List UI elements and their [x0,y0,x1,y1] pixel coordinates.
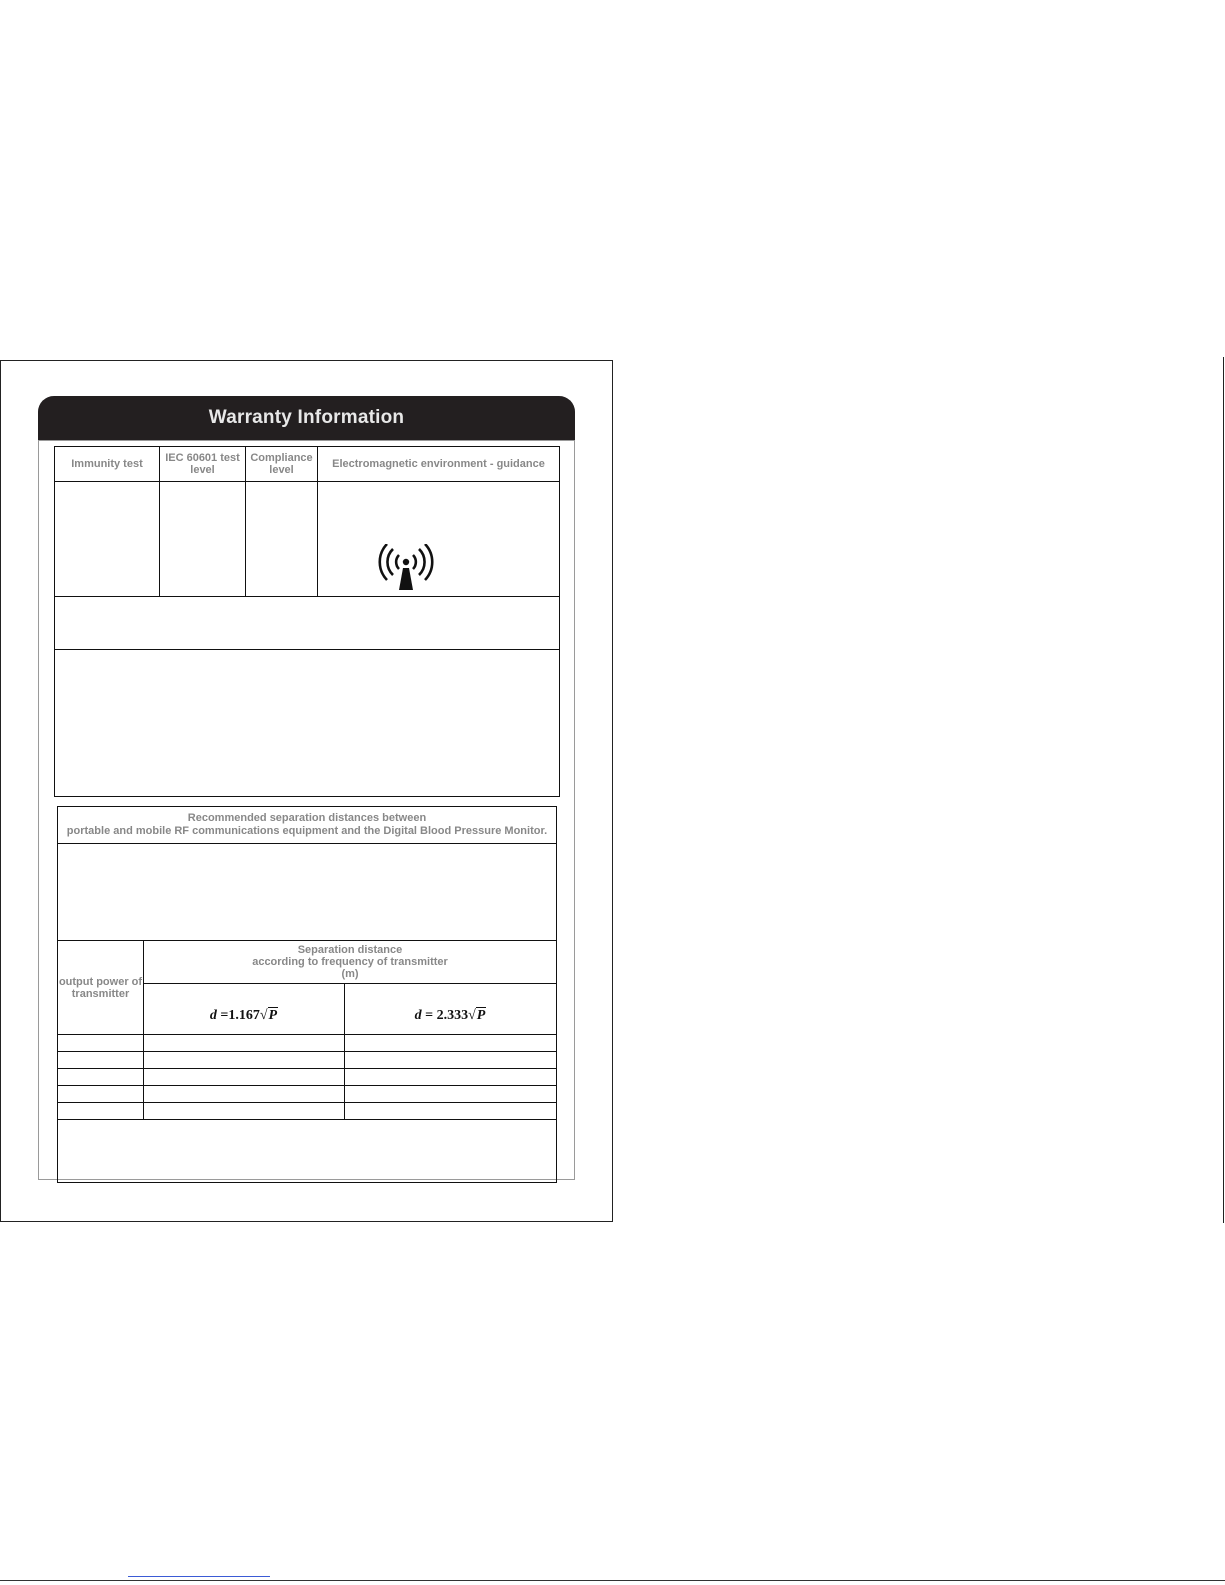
formula-2-eq: = 2.333 [421,1008,469,1023]
bottom-rule [0,1580,1225,1581]
warranty-banner [38,396,575,440]
immunity-note-row-1 [55,597,560,650]
table-row [58,1052,557,1069]
formula-1-radicand: P [268,1008,278,1023]
row-power-cell [58,1103,144,1120]
table-row [58,1035,557,1052]
separation-heading-line-2: according to frequency of transmitter [252,956,448,968]
separation-description-row [58,844,557,941]
formula-low-band: d =1.167√P [144,984,345,1035]
formula-1-lhs: d [209,1008,217,1023]
output-power-header: output power of transmitter [58,941,144,1035]
bottom-link-underline[interactable] [128,1576,270,1577]
header-compliance-level: Compliance level [246,447,318,482]
immunity-note-cell-1 [55,597,560,650]
rf-emission-warning-icon [378,544,434,594]
cell-compliance [246,482,318,597]
separation-heading-line-3: (m) [341,968,359,980]
separation-heading-line-1: Separation distance [297,944,403,956]
cell-iec-level [160,482,246,597]
separation-footnote-row [58,1120,557,1183]
header-em-guidance: Electromagnetic environment - guidance [318,447,560,482]
row-high-band-cell [345,1086,557,1103]
separation-footnote-cell [58,1120,557,1183]
row-power-cell [58,1035,144,1052]
row-low-band-cell [144,1035,345,1052]
separation-heading-row [58,941,557,984]
cell-guidance [318,482,560,597]
row-low-band-cell [144,1103,345,1120]
table-row [58,1103,557,1120]
formula-1-eq: =1.167 [216,1008,260,1023]
row-power-cell [58,1069,144,1086]
separation-description-cell [58,844,557,941]
separation-title-row [58,807,557,844]
header-iec-test-level: IEC 60601 test level [160,447,246,482]
row-power-cell [58,1086,144,1103]
row-low-band-cell [144,1069,345,1086]
immunity-note-cell-2 [55,650,560,797]
row-high-band-cell [345,1035,557,1052]
row-low-band-cell [144,1086,345,1103]
table-row [58,1086,557,1103]
formula-high-band: d = 2.333√P [345,984,557,1035]
separation-title-line-1: Recommended separation distances between [187,812,427,824]
card-top-rule [39,440,574,441]
row-high-band-cell [345,1069,557,1086]
cell-immunity-test [55,482,160,597]
header-immunity-test: Immunity test [55,447,160,482]
row-power-cell [58,1052,144,1069]
separation-title-line-2: portable and mobile RF communications equipment and the Digital Blood Pressure Monitor. [66,825,548,837]
formula-2-lhs: d [414,1008,422,1023]
formula-2-radicand: P [476,1008,486,1023]
separation-title-cell [58,807,557,844]
row-high-band-cell [345,1103,557,1120]
immunity-header-row [55,447,560,482]
separation-table [57,806,557,1183]
separation-distance-header [144,941,557,984]
table-row [58,1069,557,1086]
row-low-band-cell [144,1052,345,1069]
immunity-body-row [55,482,560,597]
warranty-card [38,396,575,1180]
page-divider-line [1223,357,1224,1223]
immunity-note-row-2 [55,650,560,797]
row-high-band-cell [345,1052,557,1069]
banner-title: Warranty Information [208,407,405,428]
immunity-table [54,446,560,797]
